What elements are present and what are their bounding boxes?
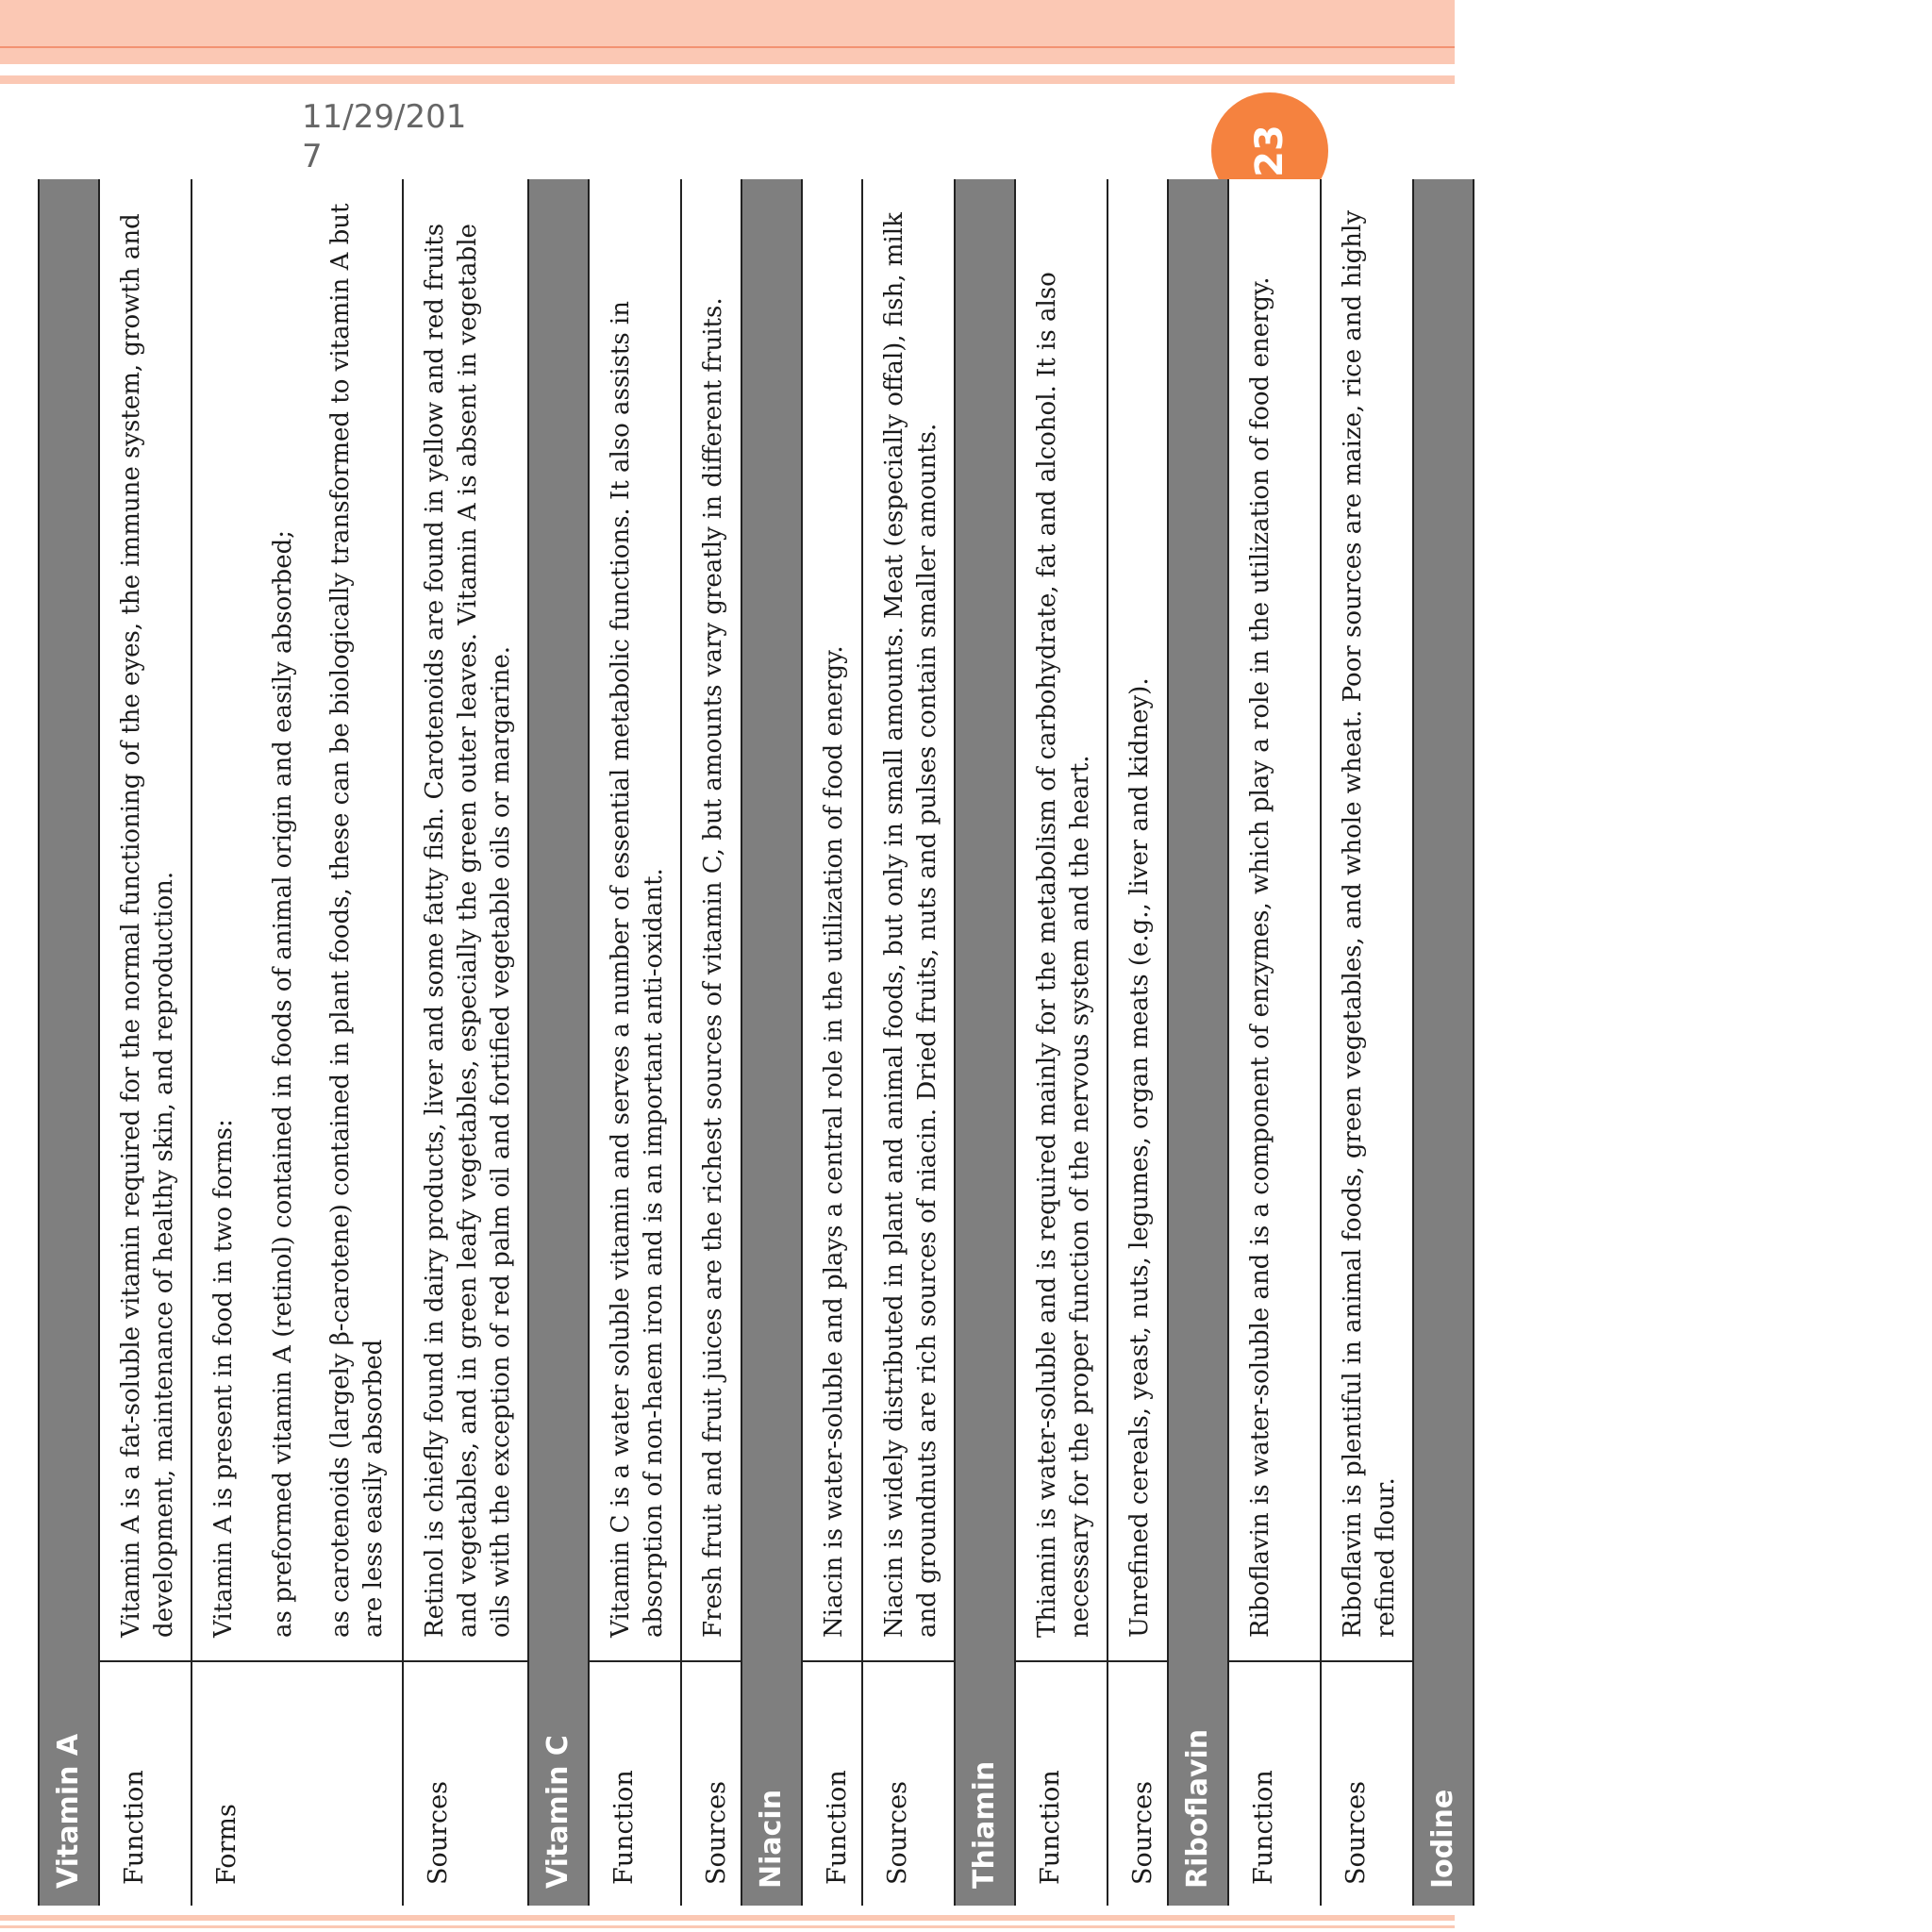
row-label: Function (589, 1661, 681, 1906)
row-text: Fresh fruit and fruit juices are the richest sources of vitamin C, but amounts vary greatly in different fruits. (681, 179, 741, 1661)
top-accent-line (0, 46, 1455, 48)
page-number: 23 (1248, 125, 1291, 177)
table-row (1321, 179, 1413, 1906)
top-accent-band (0, 0, 1455, 64)
row-label: Sources (1321, 1661, 1413, 1906)
row-label: Sources (403, 1661, 528, 1906)
section-heading-niacin: Niacin (741, 1661, 802, 1906)
row-text: Riboflavin is plentiful in animal foods, green vegetables, and whole wheat. Poor sources are maize, rice and highly refined flour. (1321, 179, 1413, 1661)
table-row (862, 179, 955, 1906)
section-heading-vitamin-a: Vitamin A (39, 1661, 99, 1906)
table-row (528, 179, 589, 1906)
row-text: Retinol is chiefly found in dairy products, liver and some fatty fish. Carotenoids are found in yellow and red fruits and vegetables, and in green leafy vegetables, especially the green outer leaves. Vitamin A is absent in vegetable oils with the exception of red palm oil and fortified vegetable oils or margarine. (403, 179, 528, 1661)
slide-date: 11/29/2017 (302, 98, 467, 175)
row-text: Unrefined cereals, yeast, nuts, legumes, organ meats (e.g., liver and kidney). (1108, 179, 1168, 1661)
row-label: Function (1228, 1661, 1321, 1906)
forms-cell (192, 179, 403, 1661)
section-heading-riboflavin: Riboflavin (1168, 1661, 1228, 1906)
bottom-accent-stripe (0, 1915, 1455, 1921)
top-accent-stripe (0, 75, 1455, 84)
table-row (741, 179, 802, 1906)
table-row (99, 179, 192, 1906)
row-label: Sources (862, 1661, 955, 1906)
table-row (955, 179, 1015, 1906)
row-label: Sources (1108, 1661, 1168, 1906)
heading-fill (741, 179, 802, 1661)
section-heading-vitamin-c: Vitamin C (528, 1661, 589, 1906)
forms-carotenoids: as carotenoids (largely β-carotene) contained in plant foods, these can be biologically transformed to vitamin A but are less easily absorbed (326, 203, 388, 1638)
heading-fill (1413, 179, 1474, 1661)
forms-intro: Vitamin A is present in food in two forms: (209, 1119, 238, 1638)
row-text: Niacin is water-soluble and plays a central role in the utilization of food energy. (802, 179, 862, 1661)
row-text: Vitamin C is a water soluble vitamin and serves a number of essential metabolic functions. It also assists in absorption of non-haem iron and is an important anti-oxidant. (589, 179, 681, 1661)
row-label: Function (802, 1661, 862, 1906)
row-text: Thiamin is water-soluble and is required mainly for the metabolism of carbohydrate, fat and alcohol. It is also necessary for the proper function of the nervous system and the heart. (1015, 179, 1108, 1661)
table-row (39, 179, 99, 1906)
heading-fill (955, 179, 1015, 1661)
heading-fill (528, 179, 589, 1661)
row-label: Function (1015, 1661, 1108, 1906)
row-label: Sources (681, 1661, 741, 1906)
section-heading-thiamin: Thiamin (955, 1661, 1015, 1906)
forms-preformed: as preformed vitamin A (retinol) contained in foods of animal origin and easily absorbed; (269, 530, 297, 1638)
bottom-accent-line (0, 1925, 1455, 1928)
heading-fill (39, 179, 99, 1661)
row-text: Niacin is widely distributed in plant and animal foods, but only in small amounts. Meat (especially offal), fish, milk and groundnuts are rich sources of niacin. Dried fruits, nuts and pulses contain smaller amounts. (862, 179, 955, 1661)
table-row (681, 179, 741, 1906)
table-row (1413, 179, 1474, 1906)
table-row (802, 179, 862, 1906)
scanned-page (38, 179, 1459, 1906)
table-row (1228, 179, 1321, 1906)
table-row (1168, 179, 1228, 1906)
row-text: Vitamin A is a fat-soluble vitamin required for the normal functioning of the eyes, the immune system, growth and development, maintenance of healthy skin, and reproduction. (99, 179, 192, 1661)
heading-fill (1168, 179, 1228, 1661)
table-row (589, 179, 681, 1906)
vitamin-table (38, 179, 1474, 1906)
row-label: Function (99, 1661, 192, 1906)
table-row (192, 179, 403, 1906)
table-row (1015, 179, 1108, 1906)
table-row (403, 179, 528, 1906)
row-text: Riboflavin is water-soluble and is a component of enzymes, which play a role in the utilization of food energy. (1228, 179, 1321, 1661)
section-heading-iodine: Iodine (1413, 1661, 1474, 1906)
row-label: Forms (192, 1661, 403, 1906)
table-row (1108, 179, 1168, 1906)
